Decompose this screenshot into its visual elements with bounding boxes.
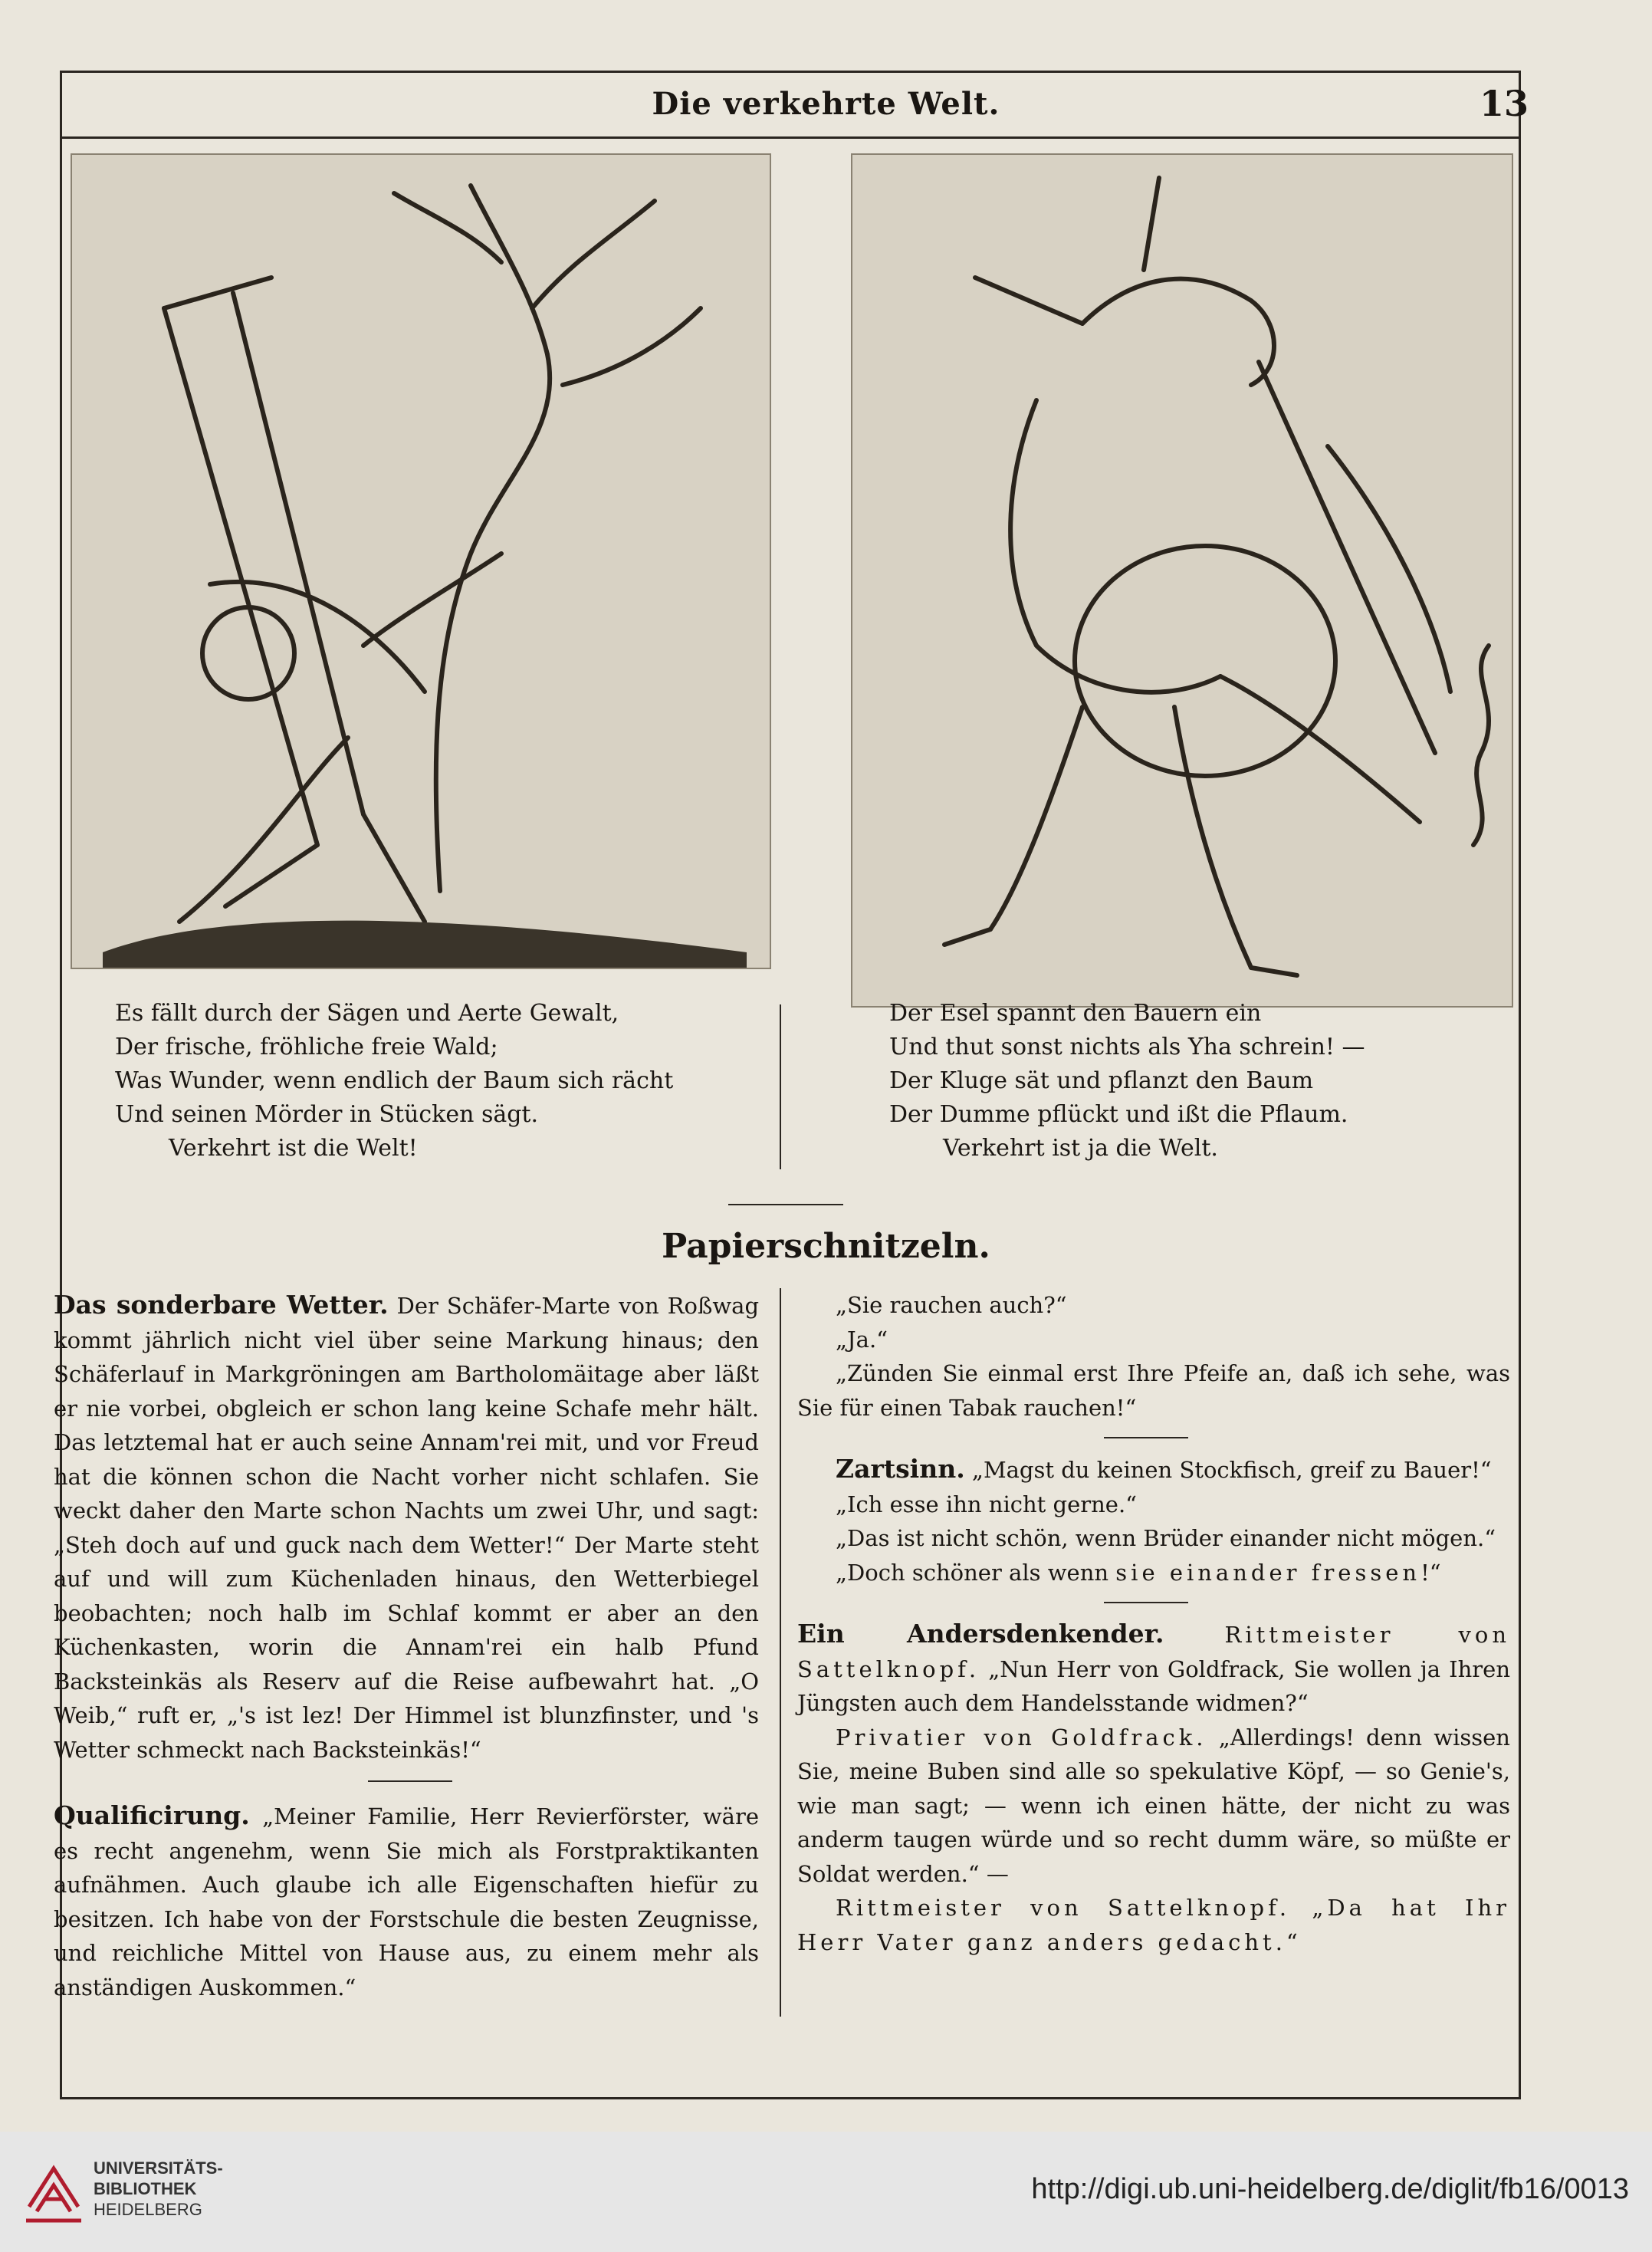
- section-title: Papierschnitzeln.: [662, 1227, 990, 1266]
- library-name-line: HEIDELBERG: [94, 2200, 202, 2219]
- dialogue-line: „Sie rauchen auch?“: [836, 1292, 1067, 1318]
- dialogue-text: !“: [1420, 1559, 1441, 1586]
- engraving-tree: [72, 155, 770, 968]
- permalink-url[interactable]: http://digi.ub.uni-heidelberg.de/diglit/fb16/0013: [1031, 2173, 1629, 2205]
- poem-right-line: Der Esel spannt den Bauern ein: [889, 1000, 1262, 1027]
- poem-left-line: Und seinen Mörder in Stücken sägt.: [115, 1101, 539, 1128]
- dialogue-text: „Doch schöner als wenn: [836, 1559, 1116, 1586]
- article-heading: Ein Andersdenkender.: [797, 1619, 1164, 1649]
- article-rule: [1104, 1602, 1188, 1603]
- article-zartsinn: [797, 1452, 1510, 1488]
- poem-right-refrain: Verkehrt ist ja die Welt.: [943, 1135, 1218, 1162]
- dialogue-line: „Da hat Ihr Herr Vater ganz anders gedacht.“: [797, 1895, 1511, 1955]
- library-name-line: BIBLIOTHEK: [94, 2179, 197, 2198]
- dialogue-line: „Zünden Sie einmal erst Ihre Pfeife an, daß ich sehe, was Sie für einen Tabak rauchen!“: [797, 1360, 1510, 1421]
- dialogue-line: „Ja.“: [836, 1326, 888, 1353]
- speech-goldfrack: [797, 1721, 1510, 1892]
- speech-sattelknopf: [797, 1891, 1510, 1959]
- illustration-donkey-rides-peasant: [851, 153, 1513, 1008]
- emphasized-text: sie einander fressen: [1115, 1559, 1421, 1586]
- article-body: Der Schäfer-Marte von Roßwag kommt jährlich nicht viel über seine Markung hinaus; den Schäferlauf in Markgröningen am Bartholomäitage aber läßt er nie vorbei, obgleich er schon lang keine Schafe mehr hält. Das letztemal hat er auch seine Annam'rei mit, und vor Freud hat die können schon die Nacht vorher nicht schlafen. Sie weckt daher den Marte schon Nachts um zwei Uhr, und sagt: „Steh doch auf und guck nach dem Wetter!“ Der Marte steht auf und will zum Küchenladen hinaus, den Wetterbiegel beobachten; noch halb im Schlaf kommt er aber an den Küchenkasten, worin die Annam'rei ein halb Pfund Backsteinkäs als Reserv auf die Reise aufbewahrt hat. „O Weib,“ ruft er, „'s ist lez! Der Himmel ist blunzfinster, und 's Wetter schmeckt nach Backsteinkäs!“: [54, 1293, 760, 1763]
- poem-left-line: Es fällt durch der Sägen und Aerte Gewalt,: [115, 1000, 619, 1027]
- poem-divider: [780, 1004, 781, 1169]
- library-name-line: UNIVERSITÄTS-: [94, 2158, 223, 2178]
- library-footer: [0, 2132, 1652, 2252]
- article-body: „Meiner Familie, Herr Revierförster, wäre es recht angenehm, wenn Sie mich als Forstpraktikanten aufnähmen. Auch glaube ich alle Eigenschaften hiefür zu besitzen. Ich habe von der Forstschule die besten Zeugnisse, und reichliche Mittel von Hause aus, zu einem mehr als anständigen Auskommen.“: [54, 1803, 759, 2000]
- poem-right-line: Und thut sonst nichts als Yha schrein! —: [889, 1034, 1365, 1060]
- dialogue-line: „Magst du keinen Stockfisch, greif zu Bauer!“: [971, 1457, 1492, 1483]
- text-column-right: [797, 1288, 1510, 1959]
- dialogue-line: „Allerdings! denn wissen Sie, meine Buben sind alle so spekulative Köpf, — so Genie's, wie man sagt; — wenn ich einen hätte, der nicht zu was anderm taugen würde und so recht dumm wäre, so müßte er Soldat werden.“ —: [797, 1724, 1510, 1887]
- text-column-left: [54, 1288, 759, 2004]
- article-heading: Zartsinn.: [836, 1454, 965, 1484]
- poem-right-line: Der Dumme pflückt und ißt die Pflaum.: [889, 1101, 1348, 1128]
- dialogue-line: „Das ist nicht schön, wenn Brüder einander nicht mögen.“: [836, 1525, 1496, 1551]
- page-number: 13: [1480, 83, 1529, 124]
- article-rule: [1104, 1437, 1188, 1438]
- article-andersdenkender: [797, 1617, 1510, 1721]
- article-qualificirung: [54, 1799, 759, 2004]
- library-name[interactable]: [94, 2158, 223, 2220]
- engraving-donkey: [852, 155, 1512, 1006]
- dialogue-line: „Ich esse ihn nicht gerne.“: [836, 1491, 1137, 1517]
- poem-left-line: Was Wunder, wenn endlich der Baum sich rächt: [115, 1067, 674, 1094]
- article-sonderbare-wetter: [54, 1288, 759, 1767]
- dialogue-line: „Nun Herr von Goldfrack, Sie wollen ja Ihren Jüngsten auch dem Handelsstande widmen?“: [797, 1655, 1511, 1716]
- speaker-name: Rittmeister von Sattelknopf.: [797, 1622, 1510, 1682]
- poem-right: [889, 997, 1487, 1165]
- library-logo-icon[interactable]: [23, 2153, 84, 2227]
- running-head-title: Die verkehrte Welt.: [652, 86, 1000, 122]
- article-heading: Qualificirung.: [54, 1800, 250, 1830]
- poem-left: [115, 997, 790, 1165]
- dialogue-line-spaced: [797, 1556, 1510, 1590]
- poem-left-line: Der frische, fröhliche freie Wald;: [115, 1034, 498, 1060]
- illustration-tree-sawing-man: [71, 153, 771, 969]
- section-rule: [728, 1204, 843, 1205]
- article-heading: Das sonderbare Wetter.: [54, 1290, 389, 1320]
- article-rule: [368, 1780, 452, 1782]
- speaker-name: Privatier von Goldfrack.: [836, 1724, 1207, 1751]
- poem-right-line: Der Kluge sät und pflanzt den Baum: [889, 1067, 1314, 1094]
- column-divider: [780, 1288, 781, 2017]
- speaker-name: Rittmeister von Sattelknopf.: [836, 1895, 1291, 1921]
- poem-left-refrain: Verkehrt ist die Welt!: [169, 1135, 418, 1162]
- header-rule: [62, 136, 1519, 139]
